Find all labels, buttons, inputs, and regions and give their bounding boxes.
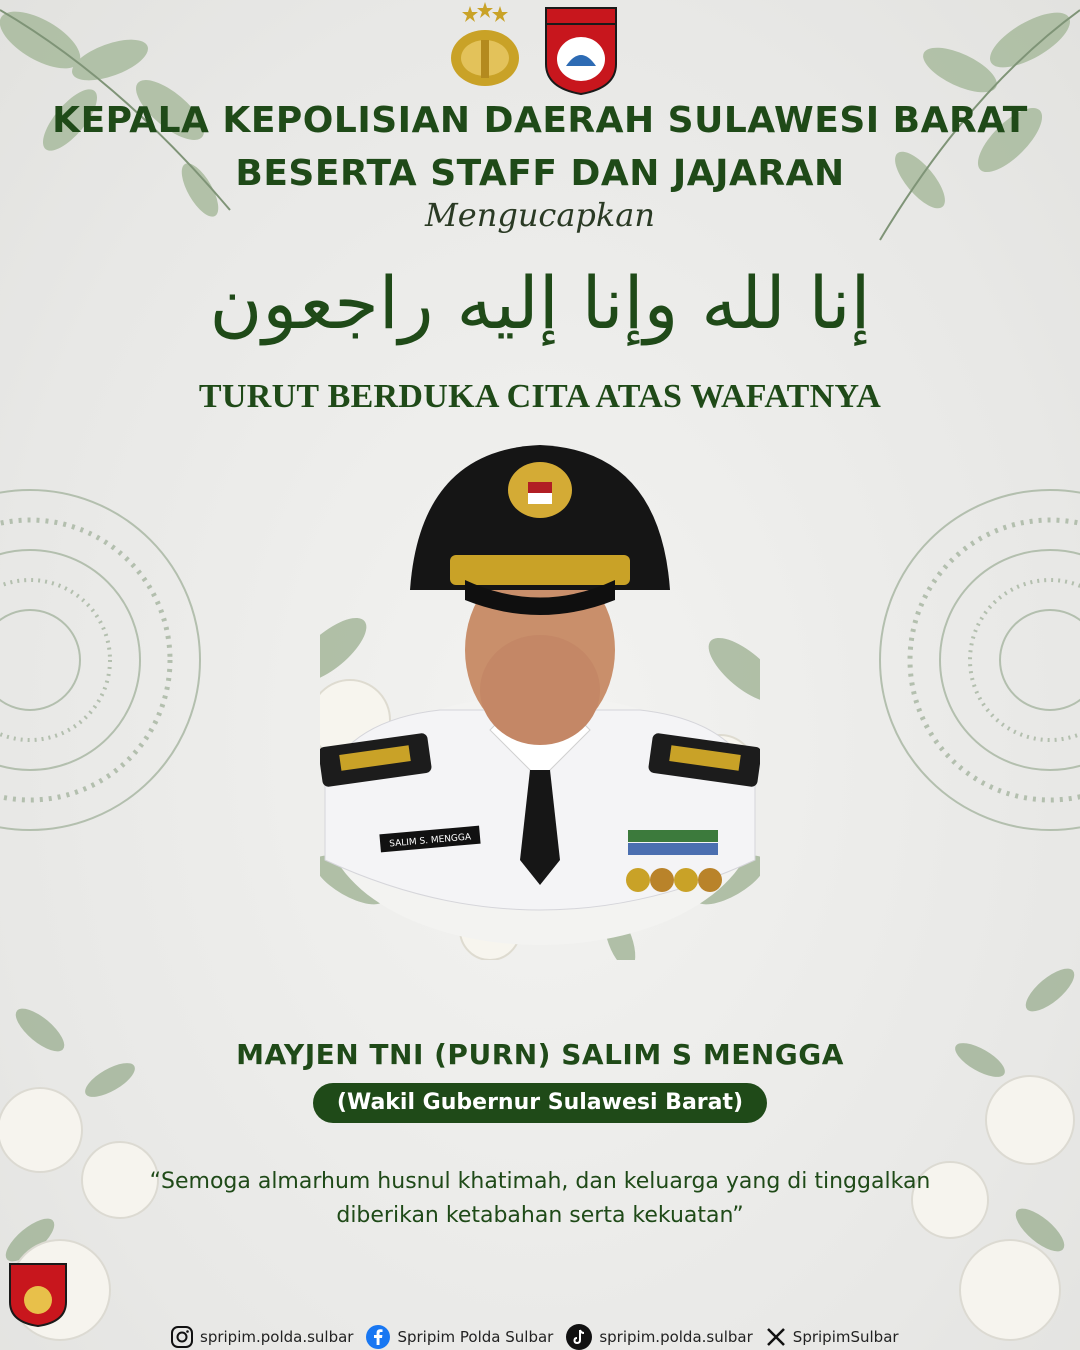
x-icon — [765, 1326, 787, 1348]
social-footer — [170, 1322, 905, 1350]
flower-decoration-bottom-right — [890, 960, 1080, 1350]
footer-instagram[interactable] — [170, 1325, 353, 1349]
facebook-handle: Spripim Polda Sulbar — [397, 1328, 554, 1346]
x-handle: SpripimSulbar — [792, 1328, 899, 1346]
mandala-ornament-left — [0, 440, 210, 880]
nametag-text: SALIM S. MENGGA — [388, 832, 472, 850]
mandala-ornament-right — [870, 440, 1080, 880]
condolence-quote: “Semoga almarhum husnul khatimah, dan keluarga yang di tinggalkan diberikan ketabahan serta kekuatan” — [149, 1169, 931, 1228]
facebook-icon — [365, 1324, 391, 1350]
instagram-icon — [170, 1325, 194, 1349]
arabic-calligraphy: إنا لله وإنا إليه راجعون — [209, 261, 871, 345]
tiktok-icon — [565, 1323, 593, 1350]
spripim-badge-icon — [8, 1260, 68, 1332]
police-rank-emblem-icon — [444, 0, 526, 96]
person-name: MAYJEN TNI (PURN) SALIM S MENGGA — [236, 1038, 844, 1071]
portrait-frame — [320, 440, 760, 960]
footer-tiktok[interactable] — [565, 1323, 752, 1350]
polda-sulbar-badge-icon — [542, 4, 620, 100]
mengucapkan-text: Mengucapkan — [425, 196, 655, 234]
footer-facebook[interactable] — [365, 1324, 553, 1350]
header-title-line1: KEPALA KEPOLISIAN DAERAH SULAWESI BARAT — [52, 100, 1028, 141]
instagram-handle: spripim.polda.sulbar — [200, 1328, 354, 1346]
footer-x[interactable] — [765, 1326, 899, 1348]
header-title-line2: BESERTA STAFF DAN JAJARAN — [235, 153, 845, 194]
portrait-image — [320, 440, 760, 960]
person-title-pill: (Wakil Gubernur Sulawesi Barat) — [313, 1083, 767, 1123]
tiktok-handle: spripim.polda.sulbar — [599, 1328, 753, 1346]
condolence-heading: TURUT BERDUKA CITA ATAS WAFATNYA — [198, 378, 882, 415]
